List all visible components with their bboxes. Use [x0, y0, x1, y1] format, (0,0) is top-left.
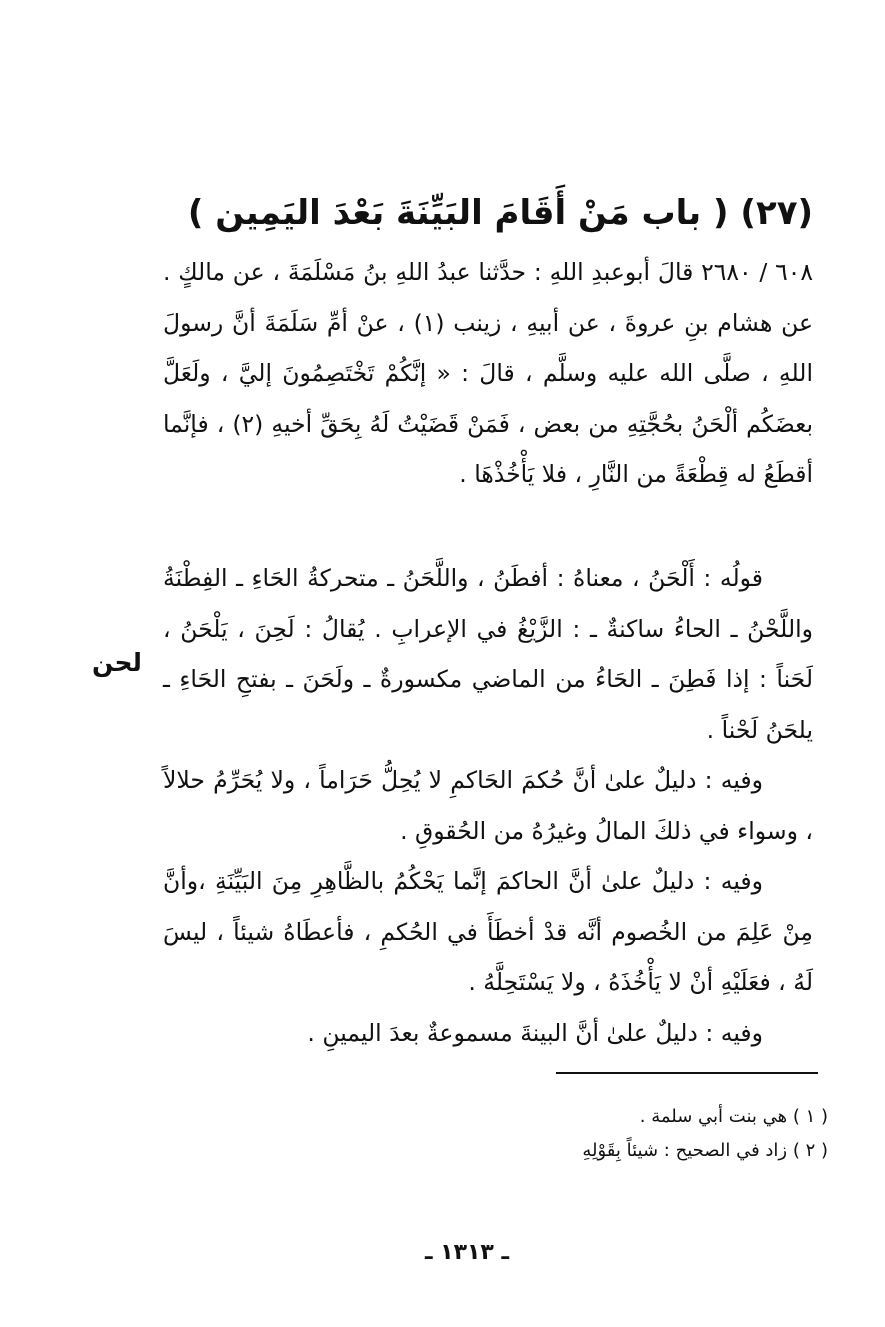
footnote-1: ( ١ ) هي بنت أبي سلمة .	[639, 1106, 828, 1127]
page-number: ـ ١٣١٣ ـ	[424, 1240, 510, 1265]
hadith-paragraph: ٦٠٨ / ٢٦٨٠ قالَ أبوعبدِ اللهِ : حدَّثنا عبدُ اللهِ بنُ مَسْلَمَةَ ، عن مالكٍ . عن هشام بنِ عروةَ ، عن أبيهِ ، زينب (١) ، عنْ أمِّ سَلَمَةَ أنَّ رسولَ اللهِ ، صلَّى الله عليه وسلَّم ، قالَ : « إنَّكُمْ تَخْتَصِمُونَ إليَّ ، ولَعَلَّ بعضَكُم ألْحَنُ بحُجَّتِهِ من بعض ، فَمَنْ قَضَيْتُ لَهُ بِحَقِّ أخيهِ (٢) ، فإنَّما أقطَعُ له قِطْعَةً من النَّارِ ، فلا يَأْخُذْهَا .	[163, 258, 814, 488]
commentary-paragraph-ruling-3: وفيه : دليلٌ علىٰ أنَّ البينةَ مسموعةٌ بعدَ اليمينِ .	[307, 1018, 763, 1047]
chapter-heading: (٢٧) ( باب مَنْ أَقَامَ البَيِّنَةَ بَعْدَ اليَمِين )	[187, 193, 813, 233]
footnote-divider	[556, 1072, 818, 1074]
hadith-text	[163, 247, 813, 500]
commentary-paragraph-ruling-1: وفيه : دليلٌ علىٰ أنَّ حُكمَ الحَاكمِ لا يُحِلُّ حَرَاماً ، ولا يُحَرِّمُ حلالاً ، وسواء في ذلكَ المالُ وغيرُهُ من الحُقوقِ .	[163, 766, 813, 845]
footnote-2: ( ٢ ) زاد في الصحيح : شيئاً بِقَوْلِهِ	[582, 1140, 828, 1161]
commentary-paragraph-ruling-2: وفيه : دليلٌ علىٰ أنَّ الحاكمَ إنَّما يَحْكُمُ بالظَّاهِرِ مِنَ البَيِّنَةِ ،وأنَّ مِنْ عَلِمَ من الخُصوم أنَّه قدْ أخطَأَ في الحُكمِ ، فأعطَاهُ شيئاً ، ليسَ لَهُ ، فعَلَيْهِ أنْ لا يَأْخُذَهُ ، ولا يَسْتَحِلَّهُ .	[163, 867, 813, 996]
footnotes	[428, 1100, 828, 1168]
margin-keyword: لحن	[92, 648, 142, 677]
commentary-section	[163, 553, 813, 1058]
commentary-paragraph-definition: قولُه : أَلْحَنُ ، معناهُ : أفطَنُ ، واللَّحَنُ ـ متحركةُ الحَاءِ ـ الفِطْنَةُ واللَّحْنُ ـ الحاءُ ساكنةٌ ـ : الزَّيْغُ في الإعرابِ . يُقالُ : لَحِنَ ، يَلْحَنُ ، لَحَناً : إذا فَطِنَ ـ الحَاءُ من الماضي مكسورةٌ ـ ولَحَنَ ـ بفتحِ الحَاءِ ـ يلحَنُ لَحْناً .	[163, 564, 813, 744]
